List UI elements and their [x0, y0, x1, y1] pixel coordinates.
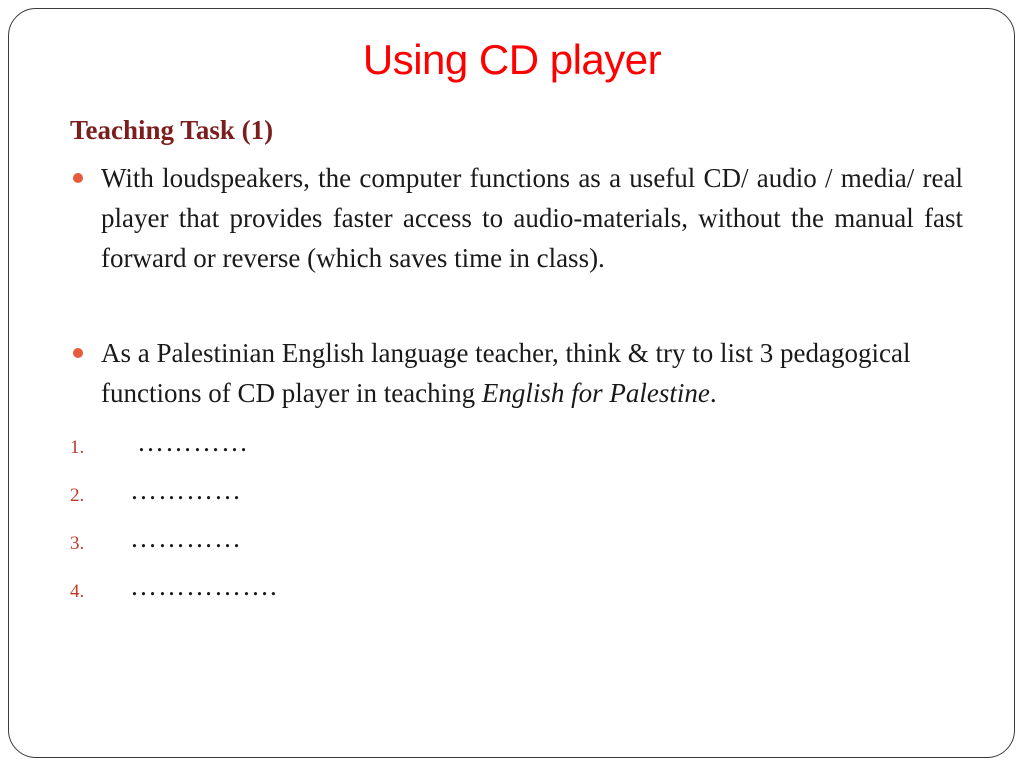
list-item	[70, 523, 963, 571]
list-placeholder: …………	[137, 427, 249, 458]
bullet-text-end: .	[709, 378, 717, 409]
bullet-item	[70, 333, 963, 413]
list-item	[70, 571, 963, 619]
bullet-dot-icon	[73, 348, 83, 358]
bullet-text: As a Palestinian English language teacher, think & try to list 3 pedagogical functions of CD player in teaching	[101, 338, 911, 409]
list-number: 1.	[70, 437, 85, 459]
slide-content	[70, 113, 963, 619]
numbered-list	[70, 427, 963, 619]
list-placeholder: …………	[130, 475, 242, 506]
task-heading: Teaching Task (1)	[70, 115, 274, 145]
spacer	[70, 278, 963, 333]
list-item	[70, 427, 963, 475]
list-placeholder: …………….	[130, 571, 278, 602]
bullet-dot-icon	[73, 173, 83, 183]
list-item	[70, 475, 963, 523]
bullet-text: With loudspeakers, the computer functions as a useful CD/ audio / media/ real player that provides faster access to audio-materials, without the manual fast forward or reverse (which saves time in class).	[101, 163, 963, 274]
slide-title: Using CD player	[362, 36, 662, 83]
list-number: 3.	[70, 533, 85, 555]
list-placeholder: …………	[130, 523, 242, 554]
bullet-text-italic: English for Palestine	[481, 378, 710, 409]
list-number: 2.	[70, 485, 85, 507]
list-number: 4.	[70, 581, 85, 603]
bullet-item	[70, 158, 963, 278]
